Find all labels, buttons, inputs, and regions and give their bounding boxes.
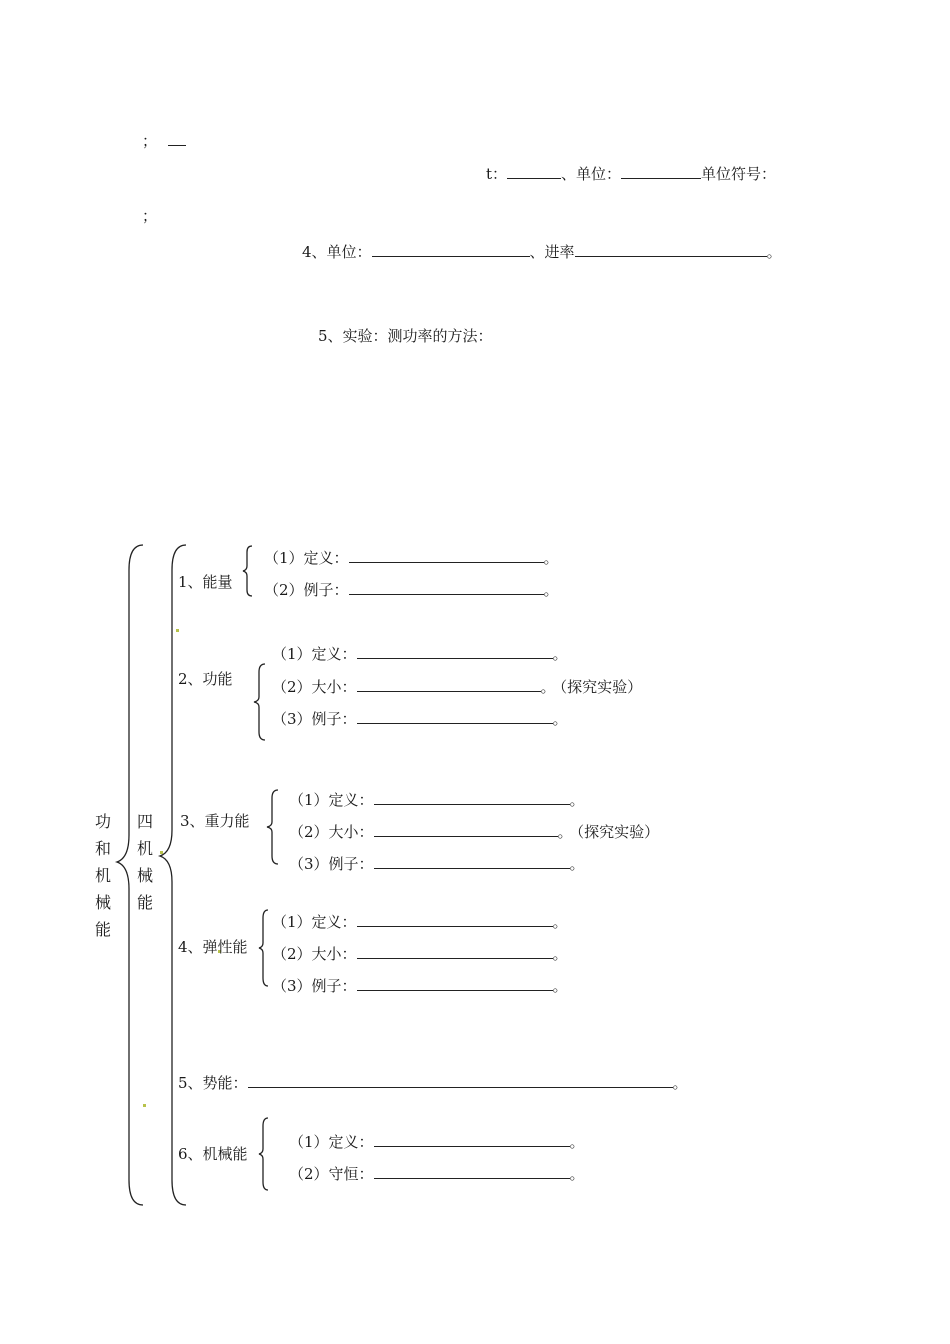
highlight-mark <box>160 851 163 854</box>
section-brace <box>258 1116 272 1192</box>
section-title: 5、势能： <box>178 1074 248 1092</box>
answer-blank[interactable] <box>357 944 553 959</box>
end-mark: 。 <box>552 977 568 995</box>
section-brace <box>258 908 272 988</box>
end-mark: 。 <box>569 791 585 809</box>
item-label: （1）定义： <box>289 791 374 809</box>
item-row <box>289 854 585 873</box>
answer-blank[interactable] <box>349 548 544 563</box>
answer-blank[interactable] <box>357 912 553 927</box>
item-row <box>289 822 659 841</box>
item-row <box>272 709 568 728</box>
item-row <box>178 1073 688 1092</box>
end-mark: 。 <box>543 549 559 567</box>
unit-blank[interactable] <box>372 242 530 257</box>
end-mark: 。 <box>569 855 585 873</box>
answer-blank[interactable] <box>349 580 544 595</box>
conversion-blank[interactable] <box>575 242 767 257</box>
end-mark: 。 <box>543 581 559 599</box>
conversion-label: 、进率 <box>529 243 575 261</box>
item-label: （2）大小： <box>289 823 374 841</box>
time-blank[interactable] <box>507 164 561 179</box>
item-row <box>272 677 642 696</box>
time-label: t： <box>486 165 508 183</box>
section-title: 3、重力能 <box>180 812 250 830</box>
item-row <box>289 790 585 809</box>
end-mark: 。 <box>569 1165 585 1183</box>
semicolon-text: ； <box>142 132 158 150</box>
item-row <box>289 1164 585 1183</box>
highlight-mark <box>176 629 179 632</box>
section-title: 2、功能 <box>178 670 233 688</box>
end-mark: 。 <box>552 945 568 963</box>
answer-blank[interactable] <box>374 854 570 869</box>
end-mark: 。 <box>552 913 568 931</box>
item-label: （3）例子： <box>272 977 357 995</box>
item-label: （2）守恒： <box>289 1165 374 1183</box>
unit-label: 、单位： <box>561 165 622 183</box>
end-mark: 。 <box>552 710 568 728</box>
root-label: 功和机械能 <box>94 812 111 939</box>
item-row <box>272 944 568 963</box>
semicolon-text: ； <box>142 207 158 225</box>
inquiry-note: （探究实验） <box>576 823 660 841</box>
item-label: （2）例子： <box>264 581 349 599</box>
item-row <box>289 1132 585 1151</box>
end-mark: 。 <box>569 1133 585 1151</box>
section-title: 1、能量 <box>178 573 233 591</box>
answer-blank[interactable] <box>357 976 553 991</box>
semicolon-mark <box>142 207 157 225</box>
end-mark: 。 <box>540 678 556 696</box>
section-title: 6、机械能 <box>178 1145 248 1163</box>
inquiry-note: （探究实验） <box>559 678 643 696</box>
branch-label: 四机械能 <box>136 812 153 912</box>
unit-symbol-label: 单位符号： <box>701 165 777 183</box>
item-label: （2）大小： <box>272 945 357 963</box>
section-brace <box>266 788 282 866</box>
answer-blank[interactable] <box>357 644 553 659</box>
blank-line[interactable] <box>168 131 186 146</box>
semicolon-mark <box>142 131 186 150</box>
end-mark: 。 <box>557 823 573 841</box>
unit-blank[interactable] <box>621 164 701 179</box>
answer-blank[interactable] <box>248 1073 673 1088</box>
item-row <box>272 912 568 931</box>
section-brace <box>242 544 256 598</box>
item-row <box>272 644 568 663</box>
item-label: （1）定义： <box>289 1133 374 1151</box>
item-label: （1）定义： <box>272 913 357 931</box>
item-label: （1）定义： <box>272 645 357 663</box>
section-brace <box>253 662 269 742</box>
item-label: （3）例子： <box>289 855 374 873</box>
item-label: （2）大小： <box>272 678 357 696</box>
item-row <box>264 548 559 567</box>
item-row <box>272 976 568 995</box>
section-title: 4、弹性能 <box>178 938 248 956</box>
item-label: （1）定义： <box>264 549 349 567</box>
highlight-mark <box>143 1104 146 1107</box>
answer-blank[interactable] <box>374 822 558 837</box>
experiment-heading: 5、实验：测功率的方法： <box>318 327 493 345</box>
end-mark: 。 <box>552 645 568 663</box>
unit-label: 4、单位： <box>302 243 372 261</box>
time-unit-line <box>486 164 776 183</box>
answer-blank[interactable] <box>374 1132 570 1147</box>
item-label: （3）例子： <box>272 710 357 728</box>
answer-blank[interactable] <box>374 1164 570 1179</box>
end-mark: 。 <box>766 243 782 261</box>
branch-brace <box>156 540 196 1210</box>
answer-blank[interactable] <box>357 709 553 724</box>
answer-blank[interactable] <box>357 677 541 692</box>
power-unit-line <box>302 242 782 261</box>
end-mark: 。 <box>672 1074 688 1092</box>
answer-blank[interactable] <box>374 790 570 805</box>
item-row <box>264 580 559 599</box>
